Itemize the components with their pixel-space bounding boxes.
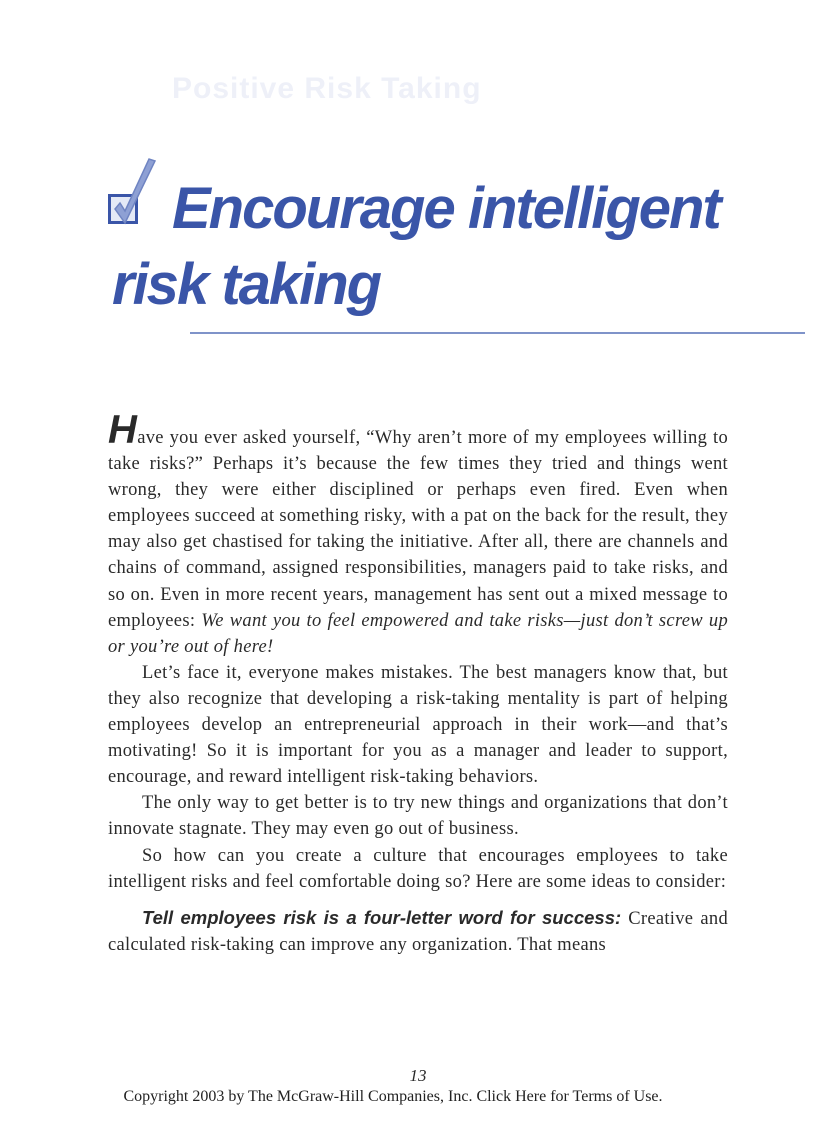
- title-divider: [190, 332, 805, 334]
- section-title: [0, 0, 816, 340]
- drop-cap: H: [108, 408, 138, 452]
- checkbox-icon: [108, 194, 138, 224]
- running-head: Positive Risk Taking: [172, 72, 482, 105]
- paragraph-1-text: ave you ever asked yourself, “Why aren’t more of my employees willing to take risks?” Perhaps it’s because the few times they tried and things went wrong, they were either disciplined or perhaps even fired. Even when employees succeed at something risky, with a pat on the back for the result, they may also get chastised for taking the initiative. After all, there are channels and chains of command, assigned responsibilities, managers paid to take risks, and so on. Even in more recent years, management has sent out a mixed message to employees:: [108, 428, 728, 631]
- tip-heading: Tell employees risk is a four-letter word for success:: [142, 906, 622, 928]
- title-line-2: risk taking: [112, 252, 381, 317]
- paragraph-3: The only way to get better is to try new things and organizations that don’t innovate stagnate. They may even go out of business.: [108, 793, 728, 840]
- checkmark-icon: [105, 153, 165, 233]
- paragraph-2: Let’s face it, everyone makes mistakes. The best managers know that, but they also recognize that developing a risk-taking mentality is part of helping employees develop an entrepreneurial approach in their work—and that’s motivating! So it is important for you as a manager and leader to support, encourage, and reward intelligent risk-taking behaviors.: [108, 662, 728, 788]
- title-line-1: Encourage intelligent: [172, 176, 720, 241]
- tip-text: Creative and calculated risk-taking can improve any organization. That means: [108, 908, 728, 955]
- paragraph-1: [108, 408, 728, 660]
- tip-paragraph: [108, 905, 728, 958]
- paragraph-4: So how can you create a culture that encourages employees to take intelligent risks and feel comfortable doing so? Here are some ideas to consider:: [108, 845, 728, 892]
- page-number: 13: [409, 1066, 427, 1085]
- copyright-notice[interactable]: Copyright 2003 by The McGraw-Hill Companies, Inc. Click Here for Terms of Use.: [123, 1088, 663, 1105]
- body-text: [108, 408, 728, 958]
- paragraph-1-quote: We want you to feel empowered and take risks—just don’t screw up or you’re out of here!: [108, 610, 728, 657]
